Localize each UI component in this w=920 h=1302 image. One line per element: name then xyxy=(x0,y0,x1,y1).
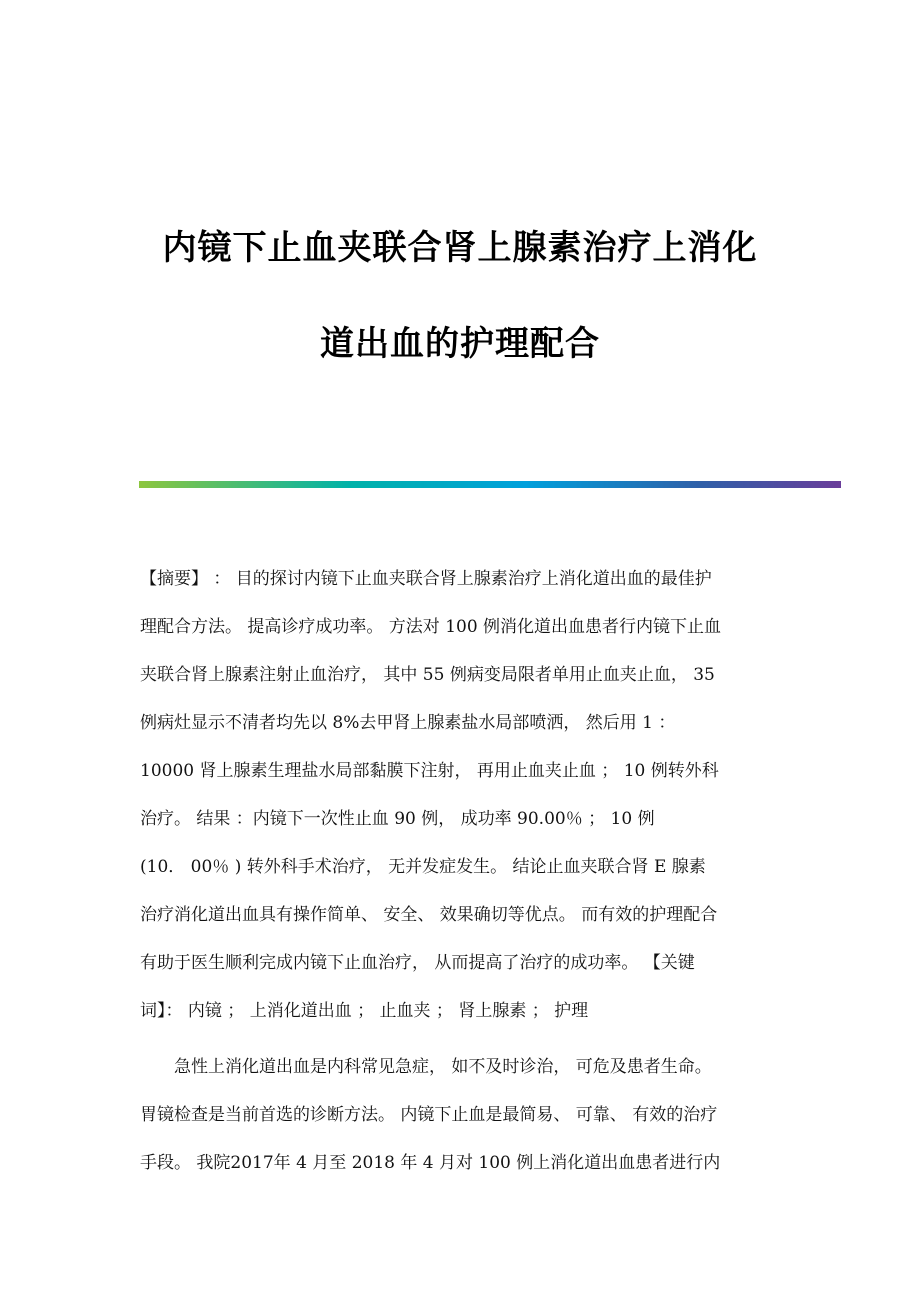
abstract-line: 10000 肾上腺素生理盐水局部黏膜下注射， 再用止血夹止血 ； 10 例转外科 xyxy=(140,761,719,781)
abstract-line: 治疗消化道出血具有操作简单、 安全、 效果确切等优点。 而有效的护理配合 xyxy=(140,905,718,925)
abstract-line: 例病灶显示不清者均先以 8%去甲肾上腺素盐水局部喷洒， 然后用 1 ： xyxy=(140,713,676,733)
abstract-line: (10． 00％ ) 转外科手术治疗， 无并发症发生。 结论止血夹联合肾 E 腺素 xyxy=(140,857,706,877)
document-title-line-2: 道出血的护理配合 xyxy=(320,324,600,364)
abstract-line: 有助于医生顺利完成内镜下止血治疗， 从而提高了治疗的成功率。 【关键 xyxy=(140,953,695,973)
abstract-line: 夹联合肾上腺素注射止血治疗， 其中 55 例病变局限者单用止血夹止血， 35 xyxy=(140,665,715,685)
body-line: 急性上消化道出血是内科常见急症， 如不及时诊治， 可危及患者生命。 xyxy=(174,1057,712,1077)
body-line: 手段。 我院2017年 4 月至 2018 年 4 月对 100 例上消化道出血患者进行内 xyxy=(140,1153,721,1173)
gradient-divider xyxy=(139,481,841,488)
abstract-line: 理配合方法。 提高诊疗成功率。 方法对 100 例消化道出血患者行内镜下止血 xyxy=(140,617,722,637)
abstract-line: 词】： 内镜 ； 上消化道出血 ； 止血夹 ； 肾上腺素 ； 护理 xyxy=(140,1001,589,1021)
body-paragraph xyxy=(140,1043,790,1187)
body-line: 胃镜检查是当前首选的诊断方法。 内镜下止血是最简易、 可靠、 有效的治疗 xyxy=(140,1105,718,1125)
abstract-line: 治疗。 结果 ：内镜下一次性止血 90 例， 成功率 90.00％ ； 10 例 xyxy=(140,809,655,829)
abstract-line: 【摘要】 ： 目的探讨内镜下止血夹联合肾上腺素治疗上消化道出血的最佳护 xyxy=(140,569,712,589)
abstract-paragraph xyxy=(140,555,790,1035)
document-title-line-1: 内镜下止血夹联合肾上腺素治疗上消化 xyxy=(162,228,758,268)
